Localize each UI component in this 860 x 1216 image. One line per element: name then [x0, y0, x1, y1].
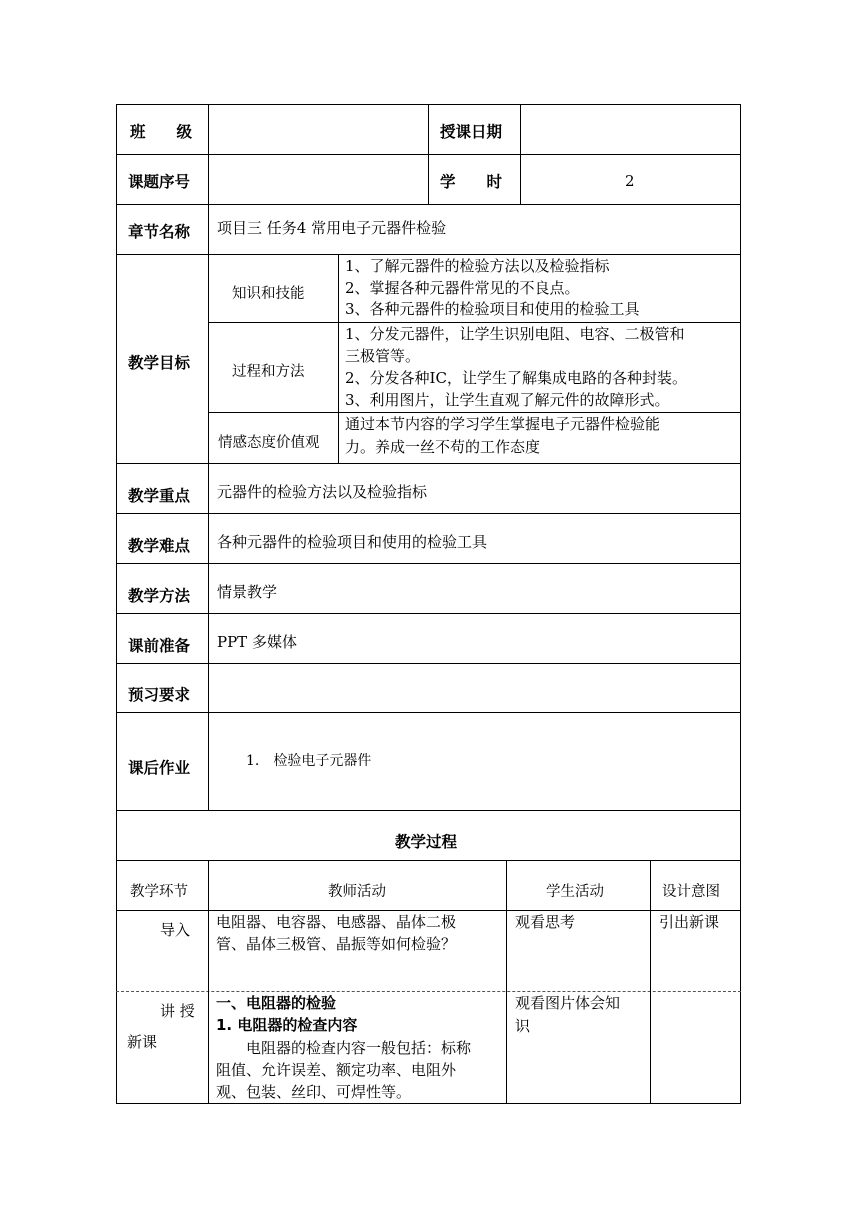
- vline: [428, 104, 429, 205]
- hline: [116, 810, 741, 811]
- method-label: 教学方法: [128, 587, 191, 605]
- chapter-label: 章节名称: [128, 223, 191, 241]
- hline: [116, 513, 741, 514]
- hline: [116, 613, 741, 614]
- homework-value: 1. 检验电子元器件: [246, 753, 372, 769]
- intro-stage: 导入: [160, 921, 191, 939]
- hline: [208, 412, 741, 413]
- hline: [116, 712, 741, 713]
- hline: [116, 663, 741, 664]
- vline: [520, 104, 521, 205]
- preview-label: 预习要求: [128, 686, 191, 704]
- homework-label: 课后作业: [128, 759, 191, 777]
- col-intent-header: 设计意图: [662, 884, 720, 900]
- lecture-student-line-2: 识: [515, 1017, 531, 1035]
- col-teacher-header: 教师活动: [328, 884, 386, 900]
- intro-intent: 引出新课: [659, 913, 720, 931]
- dashed-hline: [116, 991, 741, 992]
- hline: [116, 563, 741, 564]
- process-line-1: 1、分发元器件，让学生识别电阻、电容、二极管和: [345, 325, 685, 343]
- lecture-stage-line-2: 新课: [127, 1033, 158, 1051]
- hline: [116, 910, 741, 911]
- key-label: 教学重点: [128, 487, 191, 505]
- lecture-body-line-1: 电阻器的检查内容一般包括：标称: [216, 1039, 472, 1057]
- process-line-2: 三极管等。: [345, 347, 421, 365]
- lecture-body-line-3: 观、包装、丝印、可焊性等。: [216, 1083, 412, 1101]
- attitude-line-1: 通过本节内容的学习学生掌握电子元器件检验能: [345, 415, 661, 433]
- topic-no-label: 课题序号: [128, 173, 191, 191]
- col-student-header: 学生活动: [546, 884, 604, 900]
- lecture-heading-2: 1. 电阻器的检查内容: [216, 1016, 358, 1034]
- hline: [208, 322, 741, 323]
- knowledge-line-3: 3、各种元器件的检验项目和使用的检验工具: [345, 300, 640, 318]
- hline: [116, 860, 741, 861]
- hline: [116, 463, 741, 464]
- intro-student: 观看思考: [515, 913, 576, 931]
- knowledge-label: 知识和技能: [232, 286, 305, 302]
- lecture-stage-line-1: 讲 授: [160, 1002, 195, 1020]
- knowledge-line-2: 2、掌握各种元器件常见的不良点。: [345, 279, 580, 297]
- process-line-4: 3、利用图片，让学生直观了解元件的故障形式。: [345, 391, 670, 409]
- difficult-value: 各种元器件的检验项目和使用的检验工具: [217, 533, 488, 551]
- chapter-value: 项目三 任务4 常用电子元器件检验: [217, 219, 447, 237]
- attitude-line-2: 力。养成一丝不苟的工作态度: [345, 438, 541, 456]
- lecture-heading-1: 一、电阻器的检验: [216, 994, 337, 1012]
- vline: [208, 104, 209, 811]
- hline: [116, 254, 741, 255]
- knowledge-line-1: 1、了解元器件的检验方法以及检验指标: [345, 257, 610, 275]
- vline: [338, 254, 339, 464]
- vline: [506, 860, 507, 1104]
- process-title: 教学过程: [395, 833, 458, 851]
- lecture-student-line-1: 观看图片体会知: [515, 994, 621, 1012]
- process-line-3: 2、分发各种IC，让学生了解集成电路的各种封装。: [345, 369, 687, 387]
- objectives-label: 教学目标: [128, 354, 191, 372]
- hours-value: 2: [625, 172, 635, 190]
- difficult-label: 教学难点: [128, 537, 191, 555]
- vline: [650, 860, 651, 1104]
- method-value: 情景教学: [217, 583, 278, 601]
- intro-teacher-line-1: 电阻器、电容器、电感器、晶体二极: [216, 913, 457, 931]
- hline: [116, 1103, 741, 1104]
- date-label: 授课日期: [440, 123, 503, 141]
- hours-label: 学 时: [440, 173, 503, 191]
- class-label: 班 级: [130, 123, 193, 141]
- lecture-body-line-2: 阻值、允许误差、额定功率、电阻外: [216, 1061, 457, 1079]
- prep-value: PPT 多媒体: [217, 633, 297, 651]
- attitude-label: 情感态度价值观: [218, 435, 320, 451]
- col-stage-header: 教学环节: [130, 884, 188, 900]
- process-label: 过程和方法: [232, 364, 305, 380]
- key-value: 元器件的检验方法以及检验指标: [217, 483, 428, 501]
- intro-teacher-line-2: 管、晶体三极管、晶振等如何检验？: [216, 935, 457, 953]
- vline: [208, 860, 209, 1104]
- prep-label: 课前准备: [128, 637, 191, 655]
